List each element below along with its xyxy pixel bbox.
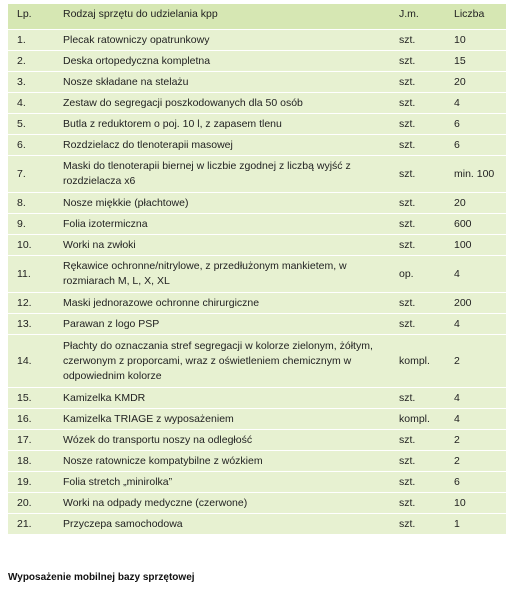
cell-lp: 12. [8,293,63,314]
cell-lp: 10. [8,235,63,256]
cell-unit: szt. [399,30,454,51]
table-row [8,193,506,214]
cell-lp: 13. [8,314,63,335]
cell-equipment-name: Rękawice ochronne/nitrylowe, z przedłużonym mankietem, w rozmiarach M, L, X, XL [63,256,399,293]
cell-unit: szt. [399,193,454,214]
header-quantity: Liczba [454,4,506,30]
table-row [8,51,506,72]
cell-unit: szt. [399,135,454,156]
cell-lp: 4. [8,93,63,114]
cell-quantity: 2 [454,335,506,388]
cell-equipment-name: Worki na odpady medyczne (czerwone) [63,493,399,514]
cell-lp: 18. [8,451,63,472]
table-body [8,30,506,535]
cell-lp: 11. [8,256,63,293]
table-row [8,388,506,409]
cell-lp: 7. [8,156,63,193]
cell-equipment-name: Kamizelka TRIAGE z wyposażeniem [63,409,399,430]
cell-equipment-name: Zestaw do segregacji poszkodowanych dla 50 osób [63,93,399,114]
cell-lp: 3. [8,72,63,93]
header-lp: Lp. [8,4,63,30]
table-row [8,451,506,472]
cell-equipment-name: Plecak ratowniczy opatrunkowy [63,30,399,51]
cell-unit: szt. [399,114,454,135]
cell-quantity: 100 [454,235,506,256]
cell-unit: szt. [399,293,454,314]
cell-quantity: 4 [454,314,506,335]
cell-unit: szt. [399,472,454,493]
cell-equipment-name: Nosze ratownicze kompatybilne z wózkiem [63,451,399,472]
cell-lp: 1. [8,30,63,51]
cell-lp: 19. [8,472,63,493]
cell-quantity: 20 [454,193,506,214]
cell-equipment-name: Butla z reduktorem o poj. 10 l, z zapasem tlenu [63,114,399,135]
cell-equipment-name: Rozdzielacz do tlenoterapii masowej [63,135,399,156]
table-row [8,472,506,493]
header-row [8,4,506,30]
cell-lp: 9. [8,214,63,235]
table-row [8,293,506,314]
table-row [8,156,506,193]
cell-unit: kompl. [399,409,454,430]
cell-quantity: 4 [454,409,506,430]
cell-equipment-name: Folia stretch „minirolka” [63,472,399,493]
cell-equipment-name: Deska ortopedyczna kompletna [63,51,399,72]
cell-quantity: 4 [454,388,506,409]
table-row [8,114,506,135]
cell-lp: 15. [8,388,63,409]
header-equipment-type: Rodzaj sprzętu do udzielania kpp [63,4,399,30]
cell-quantity: 6 [454,114,506,135]
cell-lp: 14. [8,335,63,388]
cell-unit: kompl. [399,335,454,388]
cell-lp: 16. [8,409,63,430]
cell-unit: szt. [399,51,454,72]
table-caption: Wyposażenie mobilnej bazy sprzętowej [8,572,195,583]
cell-quantity: 4 [454,256,506,293]
table-row [8,256,506,293]
header-unit: J.m. [399,4,454,30]
cell-lp: 20. [8,493,63,514]
cell-unit: szt. [399,235,454,256]
table-row [8,335,506,388]
cell-quantity: 1 [454,517,460,530]
cell-unit: szt. [399,517,416,530]
cell-quantity: 6 [454,135,506,156]
cell-lp: 6. [8,135,63,156]
cell-quantity: 20 [454,72,506,93]
table-header [8,4,506,30]
cell-lp: 2. [8,51,63,72]
table-row [8,314,506,335]
cell-unit: szt. [399,451,454,472]
cell-equipment-name: Kamizelka KMDR [63,388,399,409]
cell-lp: 17. [8,430,63,451]
equipment-table [8,4,506,534]
cell-equipment-name: Nosze składane na stelażu [63,72,399,93]
cell-equipment-name: Parawan z logo PSP [63,314,399,335]
cell-quantity: 10 [454,493,506,514]
cell-unit: szt. [399,72,454,93]
cell-unit: op. [399,256,454,293]
table-row [8,214,506,235]
table-row [8,409,506,430]
cell-lp: 5. [8,114,63,135]
cell-quantity: 10 [454,30,506,51]
cell-lp: 8. [8,193,63,214]
cell-unit: szt. [399,430,454,451]
table-row [8,493,506,514]
table-row [8,235,506,256]
table-row [8,93,506,114]
cell-equipment-name: Nosze miękkie (płachtowe) [63,193,399,214]
cell-quantity: 15 [454,51,506,72]
cell-unit: szt. [399,314,454,335]
table-row [8,30,506,51]
cell-lp: 21. [17,517,32,530]
cell-quantity: 4 [454,93,506,114]
cell-unit: szt. [399,156,454,193]
cell-unit: szt. [399,93,454,114]
table-row [8,514,506,535]
cell-unit: szt. [399,493,454,514]
cell-equipment-name: Maski do tlenoterapii biernej w liczbie zgodnej z liczbą wyjść z rozdzielacza x6 [63,156,399,193]
cell-quantity: 600 [454,214,506,235]
cell-unit: szt. [399,214,454,235]
cell-quantity: 200 [454,293,506,314]
cell-equipment-name: Przyczepa samochodowa [63,517,183,530]
cell-quantity: min. 100 [454,156,506,193]
cell-equipment-name: Folia izotermiczna [63,214,399,235]
cell-equipment-name: Wózek do transportu noszy na odległość [63,430,399,451]
table-row [8,135,506,156]
cell-quantity: 2 [454,430,506,451]
cell-equipment-name: Maski jednorazowe ochronne chirurgiczne [63,293,399,314]
cell-unit: szt. [399,388,454,409]
cell-quantity: 6 [454,472,506,493]
table-row [8,72,506,93]
cell-equipment-name: Worki na zwłoki [63,235,399,256]
table-row [8,430,506,451]
cell-quantity: 2 [454,451,506,472]
cell-equipment-name: Płachty do oznaczania stref segregacji w kolorze zielonym, żółtym, czerwonym z proporcami, wraz z oświetleniem chemicznym w odpowiednim kolorze [63,335,399,388]
